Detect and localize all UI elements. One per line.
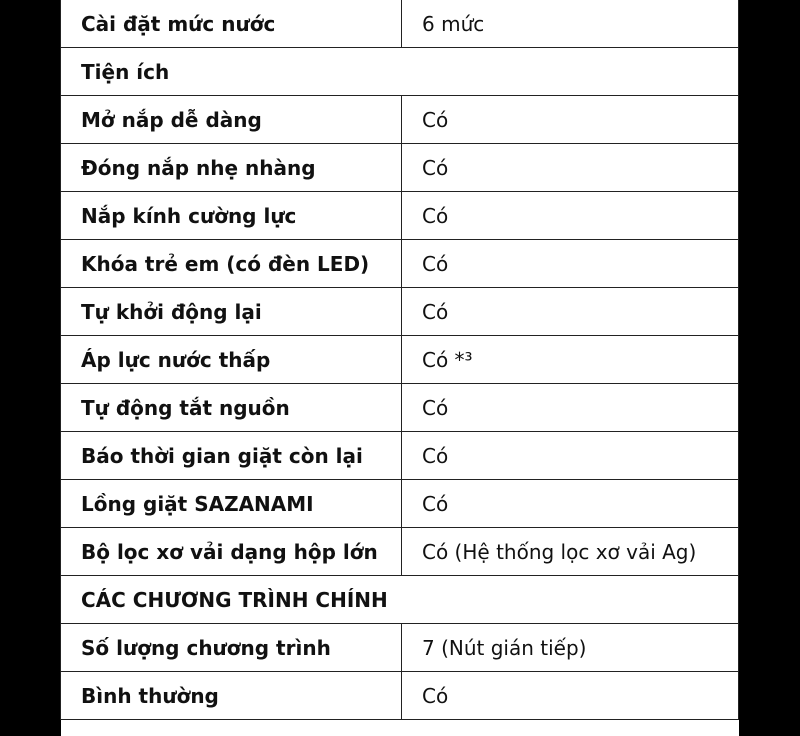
table-row (61, 480, 739, 528)
spec-value: Có (402, 672, 739, 720)
spec-value: Có (402, 480, 739, 528)
table-row (61, 672, 739, 720)
spec-value: Có (402, 288, 739, 336)
spec-value: Có (Hệ thống lọc xơ vải Ag) (402, 528, 739, 576)
table-row (61, 192, 739, 240)
spec-value: Có *³ (402, 336, 739, 384)
spec-label: Số lượng chương trình (61, 624, 402, 672)
spec-table (60, 0, 739, 720)
spec-label: Bộ lọc xơ vải dạng hộp lớn (61, 528, 402, 576)
spec-value: 7 (Nút gián tiếp) (402, 624, 739, 672)
spec-label: Báo thời gian giặt còn lại (61, 432, 402, 480)
table-row (61, 288, 739, 336)
spec-value: Có (402, 240, 739, 288)
spec-label: Khóa trẻ em (có đèn LED) (61, 240, 402, 288)
spec-label: Tự động tắt nguồn (61, 384, 402, 432)
spec-label: Áp lực nước thấp (61, 336, 402, 384)
table-row (61, 144, 739, 192)
table-row (61, 96, 739, 144)
spec-label: Tự khởi động lại (61, 288, 402, 336)
spec-label: Cài đặt mức nước (61, 0, 402, 48)
spec-value: Có (402, 432, 739, 480)
spec-label: Lồng giặt SAZANAMI (61, 480, 402, 528)
spec-label: Mở nắp dễ dàng (61, 96, 402, 144)
spec-value: Có (402, 384, 739, 432)
table-row (61, 528, 739, 576)
spec-value: 6 mức (402, 0, 739, 48)
table-row (61, 0, 739, 48)
section-row (61, 48, 739, 96)
table-row (61, 240, 739, 288)
spec-value: Có (402, 144, 739, 192)
spec-value: Có (402, 96, 739, 144)
spec-sheet (61, 0, 739, 736)
table-row (61, 336, 739, 384)
spec-label: Bình thường (61, 672, 402, 720)
section-heading-tien-ich: Tiện ích (61, 48, 739, 96)
spec-label: Đóng nắp nhẹ nhàng (61, 144, 402, 192)
section-heading-chuong-trinh: CÁC CHƯƠNG TRÌNH CHÍNH (61, 576, 739, 624)
table-row (61, 432, 739, 480)
spec-value: Có (402, 192, 739, 240)
table-row (61, 624, 739, 672)
spec-label: Nắp kính cường lực (61, 192, 402, 240)
section-row (61, 576, 739, 624)
table-row (61, 384, 739, 432)
